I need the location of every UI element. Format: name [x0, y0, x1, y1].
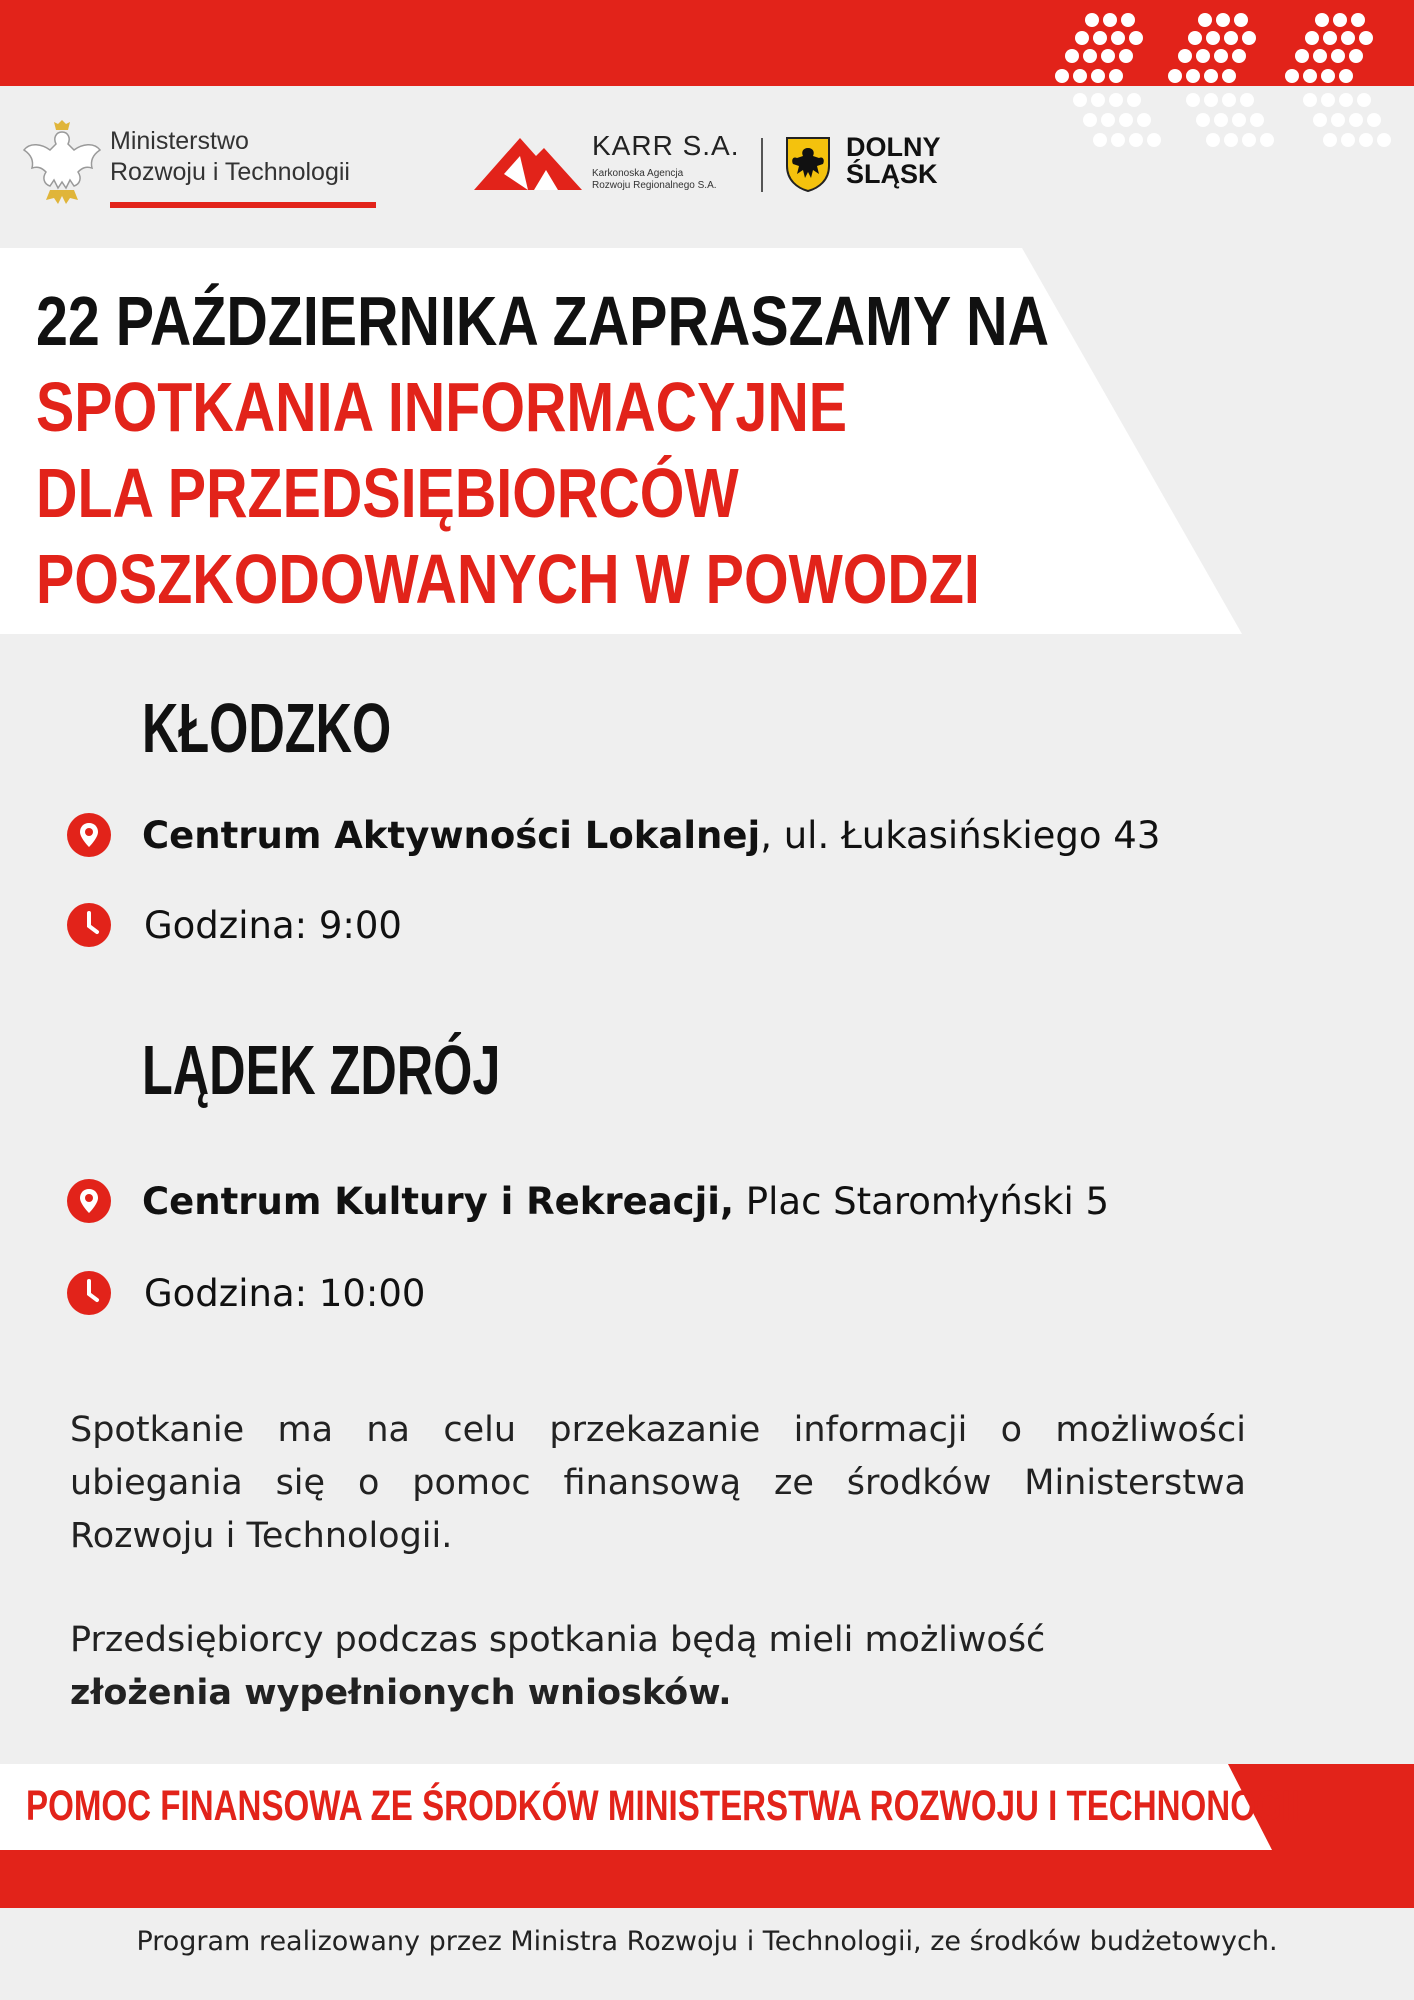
ministry-underline	[110, 202, 376, 208]
headline-line3: DLA PRZEDSIĘBIORCÓW	[36, 454, 739, 532]
karr-subtitle	[592, 168, 717, 192]
headline	[36, 278, 1049, 622]
event-venue: Centrum Kultury i Rekreacji,	[142, 1180, 735, 1223]
event-address: , ul. Łukasińskiego 43	[760, 814, 1161, 857]
bottom-banner-title: POMOC FINANSOWA ZE ŚRODKÓW MINISTERSTWA ROZWOJU I TECHNONOGII	[26, 1782, 1301, 1830]
event-address: Plac Staromłyński 5	[734, 1180, 1110, 1223]
polish-eagle-emblem-icon	[20, 120, 104, 210]
event-city-ladek-zdroj: LĄDEK ZDRÓJ	[142, 1031, 501, 1109]
karr-mountain-logo-icon	[474, 134, 582, 190]
location-pin-icon	[66, 812, 112, 858]
clock-icon	[66, 902, 112, 948]
headline-line2: SPOTKANIA INFORMACYJNE	[36, 368, 848, 446]
logo-divider	[761, 138, 763, 192]
karr-name: KARR S.A.	[592, 130, 740, 161]
event-venue: Centrum Aktywności Lokalnej	[142, 814, 761, 857]
applications-paragraph	[70, 1614, 1270, 1720]
ministry-name-line2: Rozwoju i Technologii	[110, 158, 350, 186]
applications-line2: złożenia wypełnionych wniosków.	[70, 1673, 732, 1713]
event-time: Godzina: 9:00	[144, 904, 402, 947]
event-location-text	[142, 814, 1160, 857]
karr-subtitle-line1: Karkonoska Agencja	[592, 168, 684, 179]
event-city-klodzko: KŁODZKO	[142, 689, 392, 767]
clock-icon	[66, 1270, 112, 1316]
location-pin-icon	[66, 1178, 112, 1224]
karr-subtitle-line2: Rozwoju Regionalnego S.A.	[592, 180, 717, 191]
region-name	[846, 134, 941, 188]
headline-line4: POSZKODOWANYCH W POWODZI	[36, 540, 980, 618]
applications-line1: Przedsiębiorcy podczas spotkania będą mieli możliwość	[70, 1620, 1046, 1660]
event-time: Godzina: 10:00	[144, 1272, 426, 1315]
footer-text: Program realizowany przez Ministra Rozwoju i Technologii, ze środków budżetowych.	[136, 1926, 1278, 1957]
headline-line1: 22 PAŹDZIERNIKA ZAPRASZAMY NA	[36, 282, 1050, 360]
ministry-name	[110, 126, 350, 188]
event-location-text	[142, 1180, 1109, 1223]
description-paragraph: Spotkanie ma na celu przekazanie informacji o możliwości ubiegania się o pomoc finansową ze środków Ministerstwa Rozwoju i Technologii.	[70, 1410, 1246, 1556]
region-name-line1: DOLNY	[846, 132, 941, 162]
logo-strip	[0, 86, 1414, 246]
lower-silesia-crest-icon	[785, 136, 831, 192]
region-name-line2: ŚLĄSK	[846, 159, 938, 189]
ministry-name-line1: Ministerstwo	[110, 127, 249, 155]
